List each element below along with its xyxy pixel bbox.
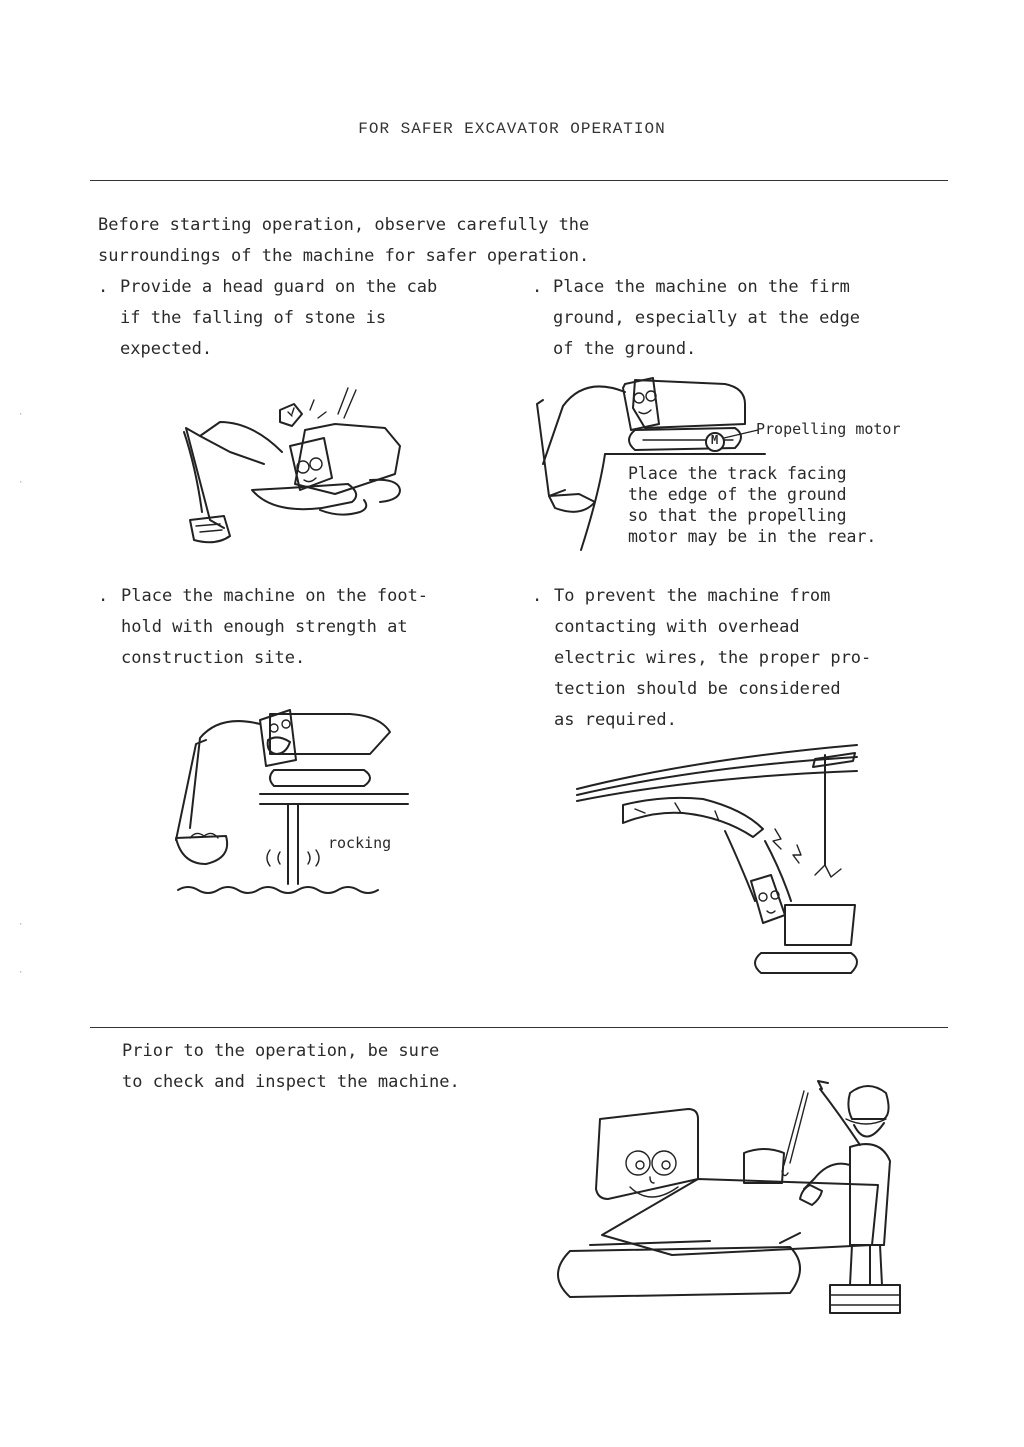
rocking-label: rocking [328, 834, 392, 852]
item-bullet: . [98, 586, 109, 606]
scan-mark: · [18, 410, 24, 420]
propelling-motor-label: Propelling motor [756, 420, 901, 438]
track-placement-note: Place the track facing the edge of the ground so that the propelling motor may be in the rear. [628, 464, 877, 546]
bottom-divider [90, 1027, 948, 1028]
item-bullet: . [532, 277, 543, 297]
item-foothold: Place the machine on the foot- hold with enough strength at construction site. [121, 586, 429, 668]
motor-symbol: M [711, 433, 719, 447]
item-overhead-wires: To prevent the machine from contacting with overhead electric wires, the proper pro- tection should be considered as required. [554, 586, 872, 730]
scan-mark: · [18, 920, 24, 930]
scan-mark: · [18, 968, 24, 978]
overhead-wires-illustration [575, 745, 865, 980]
top-divider [90, 180, 948, 181]
page-title: FOR SAFER EXCAVATOR OPERATION [358, 120, 666, 138]
item-bullet: . [532, 586, 543, 606]
scan-mark: · [18, 478, 24, 488]
falling-stone-illustration [170, 380, 420, 545]
foothold-rocking-illustration [170, 700, 410, 900]
item-firm-ground: Place the machine on the firm ground, especially at the edge of the ground. [553, 277, 861, 359]
item-head-guard: Provide a head guard on the cab if the falling of stone is expected. [120, 277, 438, 359]
item-bullet: . [98, 277, 109, 297]
machine-inspection-illustration [560, 1075, 910, 1315]
footer-inspection-note: Prior to the operation, be sure to check and inspect the machine. [122, 1041, 460, 1092]
intro-paragraph: Before starting operation, observe carefully the surroundings of the machine for safer operation. [98, 215, 590, 266]
